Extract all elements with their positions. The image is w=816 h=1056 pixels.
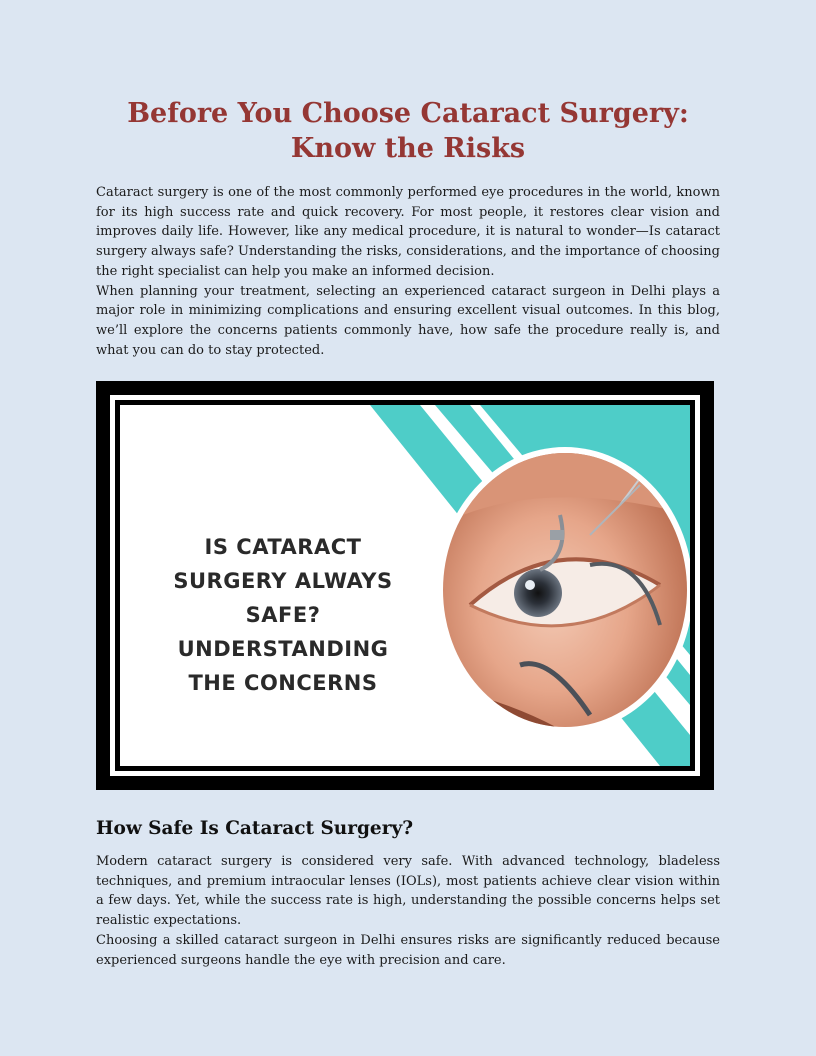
safety-section xyxy=(96,852,720,970)
caption-line: SAFE? xyxy=(245,603,321,627)
caption-line: IS CATARACT xyxy=(204,535,362,559)
caption-line: SURGERY ALWAYS xyxy=(173,569,393,593)
intro-paragraph: Cataract surgery is one of the most commonly performed eye procedures in the world, known for its high success rate and quick recovery. For most people, it restores clear vision and improves daily life. However, like any medical procedure, it is natural to wonder—Is cataract surgery always safe? Understanding the risks, considerations, and the importance of choosing the right specialist can help you make an informed decision. xyxy=(96,185,720,279)
page-title: Before You Choose Cataract Surgery: Know the Risks xyxy=(127,98,689,164)
caption-line: UNDERSTANDING xyxy=(177,637,389,661)
featured-image xyxy=(96,381,714,790)
section-paragraph: Choosing a skilled cataract surgeon in Delhi ensures risks are significantly reduced because experienced surgeons handle the eye with precision and care. xyxy=(96,932,720,968)
intro-section xyxy=(96,183,720,360)
caption-line: THE CONCERNS xyxy=(188,671,378,695)
intro-paragraph: When planning your treatment, selecting an experienced cataract surgeon in Delhi plays a major role in minimizing complications and ensuring excellent visual outcomes. In this blog, we’ll explore the concerns patients commonly have, how safe the procedure really is, and what you can do to stay protected. xyxy=(96,283,720,358)
image-caption xyxy=(158,530,408,700)
section-paragraph: Modern cataract surgery is considered very safe. With advanced technology, bladeless techniques, and premium intraocular lenses (IOLs), most patients achieve clear vision within a few days. Yet, while the success rate is high, understanding the possible concerns helps set realistic expectations. xyxy=(96,854,720,929)
section-heading: How Safe Is Cataract Surgery? xyxy=(96,818,414,839)
image-canvas xyxy=(120,405,690,766)
